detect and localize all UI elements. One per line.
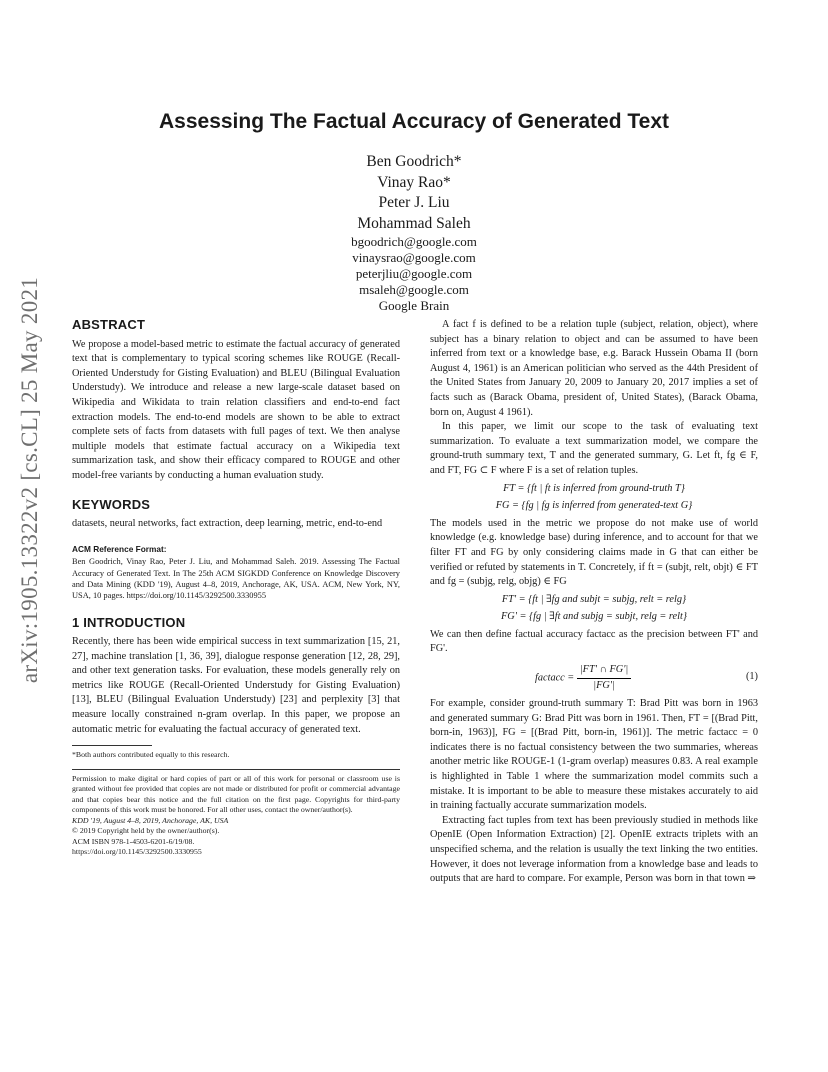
author-name: Ben Goodrich* — [366, 153, 462, 170]
author-name: Vinay Rao* — [377, 173, 451, 191]
doi-line: https://doi.org/10.1145/3292500.3330955 — [72, 847, 202, 857]
equation-1 — [430, 663, 758, 691]
author-name: Mohammad Saleh — [357, 214, 471, 232]
affiliation: Google Brain — [378, 298, 450, 313]
keywords-heading: KEYWORDS — [72, 496, 151, 512]
paragraph: A fact f is defined to be a relation tuple (subject, relation, object), where subject has a binary relation to object and can be assumed to have been inferred from text or a knowledge base, e.g. Barack Hussein Obama II (born August 4, 1961) is an American politician who served as the 44th President of the United States from January 20, 2009 to January 20, 2017 implies a set of facts such as (Barack Obama, president of, United States), (Barack Obama, born on, August 4 1961). — [430, 319, 758, 418]
keywords-text: datasets, neural networks, fact extraction, deep learning, metric, end-to-end — [72, 518, 383, 530]
equation-number: (1) — [745, 671, 758, 683]
footnote-rule — [72, 745, 152, 746]
author-email: msaleh@google.com — [359, 282, 469, 297]
copyright-line: © 2019 Copyright held by the owner/author(s). — [72, 826, 220, 836]
intro-heading: 1 INTRODUCTION — [72, 614, 186, 630]
author-block — [0, 152, 828, 314]
paragraph: We can then define factual accuracy factacc as the precision between FT' and FG'. — [430, 628, 758, 655]
denominator: |FG'| — [593, 679, 615, 691]
paragraph: For example, consider ground-truth summary T: Brad Pitt was born in 1963 and generated summary G: Brad Pitt was born in 1961. Then, FT = [(Brad Pitt, born-in, 1963)], FG = [(Brad Pitt, born-in, 1961)]. The metric factacc = 0 indicates there is no factual consistency between the two summaries, whereas another metric like ROUGE-1 (1-gram overlap) measures 0.83. A real example is highlighted in Table 1 where the summarization model commits such a mistake. It is important to be able to measure these mistakes accurately to aid in training factually accurate summarization models. — [430, 698, 758, 812]
intro-text: Recently, there has been wide empirical success in text summarization [15, 21, 27], machine translation [1, 36, 39], dialogue response generation [12, 28, 29], and other text generation tasks. For evaluation, these models generally rely on metrics like ROUGE (Recall-Oriented Understudy for Gisting Evaluation) [13], BLEU (Bilingual Evaluation Understudy) [23] and perplexity [3] that measure locally constrained n-gram overlap. In this paper, we propose an automatic metric for evaluating the factual accuracy of generated text. — [72, 636, 400, 735]
author-email: bgoodrich@google.com — [351, 234, 477, 249]
equation: FG' = {fg | ∃ft and subjg = subjt, relg = relt} — [501, 611, 687, 623]
paragraph: In this paper, we limit our scope to the task of evaluating text summarization. To evaluate a text summarization model, we compare the ground-truth summary text, T and the generated summary, G. Let ft, fg ∈ F, and FT, FG ⊂ F where F is a set of relation tuples. — [430, 421, 758, 476]
acm-ref-heading: ACM Reference Format: — [72, 543, 167, 554]
paragraph: The models used in the metric we propose do not make use of world knowledge (e.g. knowledge base) during inference, and to account for that we filter FT and FG by only considering claims made in G that can either be verified or refuted by statements in T. Concretely, if ft = (subjt, relt, objt) ∈ FT and fg = (subjg, relg, objg) ∈ FG — [430, 517, 758, 588]
author-email: vinaysrao@google.com — [352, 250, 476, 265]
right-column — [430, 318, 758, 887]
permission-text: Permission to make digital or hard copies of part or all of this work for personal or classroom use is granted without fee provided that copies are not made or distributed for profit or commercial advantage and that copies bear this notice and the full citation on the first page. Copyrights for third-party components of this work must be honored. For all other uses, contact the owner/author(s). — [72, 773, 400, 815]
equation: FT = {ft | ft is inferred from ground-truth T} — [503, 482, 685, 494]
acm-ref-text: Ben Goodrich, Vinay Rao, Peter J. Liu, and Mohammad Saleh. 2019. Assessing The Factual Accuracy of Generated Text. In The 25th ACM SIGKDD Conference on Knowledge Discovery and Data Mining (KDD '19), August 4–8, 2019, Anchorage, AK, USA. ACM, New York, NY, USA, 10 pages. https://doi.org/10.1145/3292500.3330955 — [72, 557, 400, 601]
left-column — [72, 318, 400, 858]
footnote: *Both authors contributed equally to this research. — [72, 750, 230, 760]
equation: FG = {fg | fg is inferred from generated-text G} — [495, 500, 693, 512]
abstract-heading: ABSTRACT — [72, 317, 146, 332]
fraction-body — [577, 663, 631, 693]
equation: FT' = {ft | ∃fg and subjt = subjg, relt = relg} — [501, 593, 687, 605]
author-name: Peter J. Liu — [378, 194, 450, 211]
numerator: |FT' ∩ FG'| — [577, 663, 631, 679]
fraction — [535, 663, 631, 693]
permission-rule — [72, 769, 400, 770]
author-email: peterjliu@google.com — [355, 266, 473, 281]
abstract-text: We propose a model-based metric to estimate the factual accuracy of generated text that is complementary to typical scoring schemes like ROUGE (Recall-Oriented Understudy for Gisting Evaluation) and BLEU (Bilingual Evaluation Understudy). We introduce and release a new large-scale dataset based on Wikipedia and Wikidata to train relation classifiers and end-to-end fact extraction models. The end-to-end models are shown to be able to extract complete sets of facts from datasets with full pages of text. We then analyse multiple models that estimate factual accuracy on a Wikipedia text summarization task, and show their efficacy compared to ROUGE and other model-free variants by conducting a human evaluation study. — [72, 338, 400, 481]
arxiv-id: arXiv:1905.13322v2 [cs.CL] 25 May 2021 — [17, 276, 42, 684]
isbn-line: ACM ISBN 978-1-4503-6201-6/19/08. — [72, 836, 195, 846]
conference-line: KDD '19, August 4–8, 2019, Anchorage, AK, USA — [72, 815, 229, 825]
paper-title: Assessing The Factual Accuracy of Generated Text — [158, 110, 669, 133]
paragraph: Extracting fact tuples from text has been previously studied in methods like OpenIE (Open Information Extraction) [2]. OpenIE extracts triplets with an unspecified schema, and the relation is usually the text linking the two entities. However, it does not leverage information from a knowledge base and leads to outputs that are hard to compare. For example, Person was born in that town ⇒ — [430, 814, 758, 885]
equation-lhs: factacc = — [535, 672, 575, 684]
